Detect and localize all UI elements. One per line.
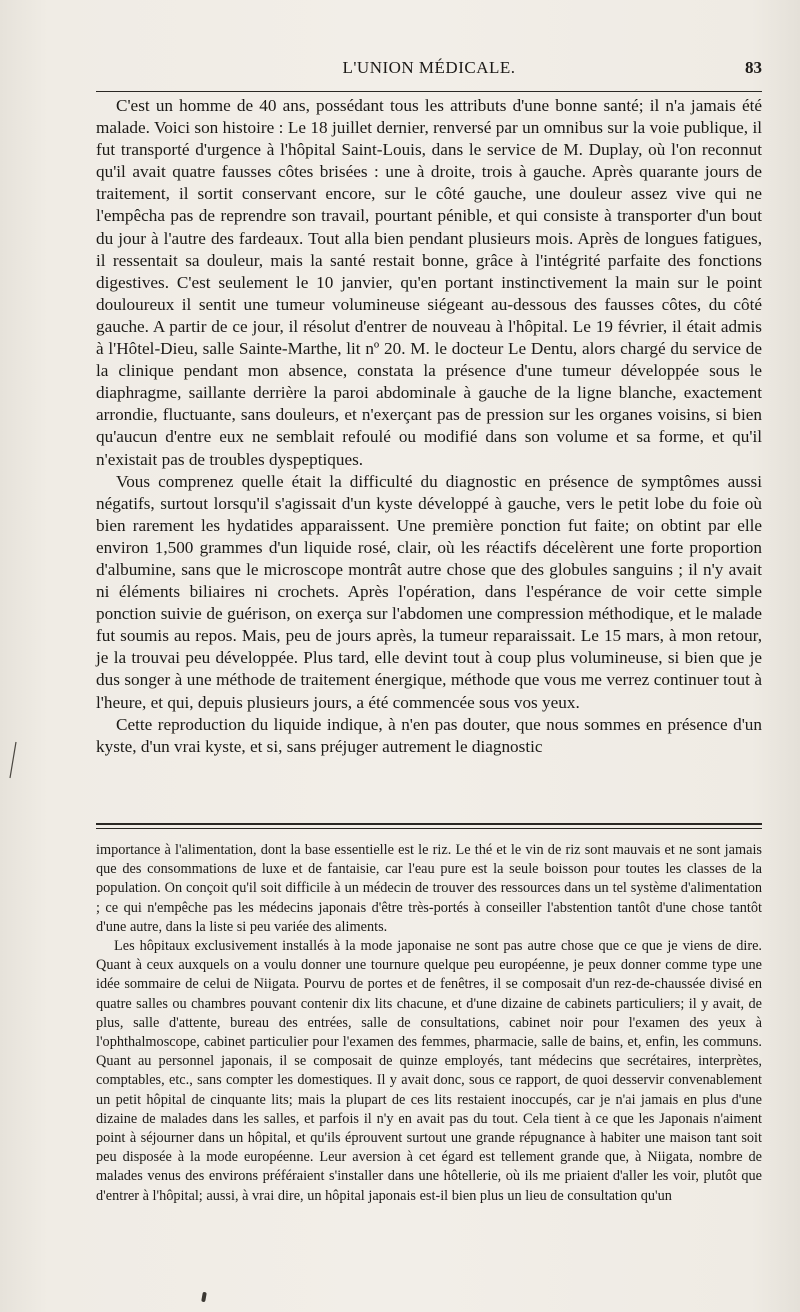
running-title: L'UNION MÉDICALE.	[342, 58, 516, 77]
footnote-paragraph-hospitals: Les hôpitaux exclusivement installés à la mode japonaise ne sont pas autre chose que ce que je viens de dire. Quant à ceux auxquels on a voulu donner une tournure quelque peu européenne, je peux donner comme type une idée sommaire de celui de Niigata. Pourvu de portes et de fenêtres, il se composait d'un rez-de-chaussée divisé en quatre salles ou chambres pouvant contenir dix lits chacune, et d'une dizaine de cabinets particuliers; il y avait, de plus, salle d'attente, bureau des entrées, salle de consultations, cabinet noir pour l'examen des yeux à l'ophthalmoscope, cabinet particulier pour l'examen des femmes, pharmacie, salle de bains, et, enfin, les communs. Quant au personnel japonais, il se composait de quinze employés, tant médecins que secrétaires, interprètes, comptables, etc., sans compter les domestiques. Il y avait donc, sous ce rapport, de quoi desservir convenablement un petit hôpital de cinquante lits; mais la plupart de ces lits restaient inoccupés, car je n'ai jamais en plus d'une dizaine de malades dans les salles, et parfois il n'y en avait pas du tout. Cela tient à ce que les Japonais n'aiment point à séjourner dans un hôpital, et qu'ils éprouvent surtout une grande répugnance à habiter une maison tant soit peu disposée à la mode européenne. Leur aversion à cet égard est tellement grande que, à Niigata, nombre de malades venus des environs préféraient s'installer dans une hôtellerie, où ils me priaient d'aller les voir, plutôt que d'entrer à l'hôpital; aussi, à vrai dire, un hôpital japonais est-il bien plus un lieu de consultation qu'un	[96, 938, 762, 1204]
footnote-separator-thin	[96, 828, 762, 829]
main-text	[96, 95, 762, 758]
footnote-separator-thick	[96, 823, 762, 825]
page-number: 83	[745, 58, 762, 77]
paragraph-cyst-reproduction: Cette reproduction du liquide indique, à n'en pas douter, que nous sommes en présence d'un kyste, d'un vrai kyste, et si, sans préjuger autrement le diagnostic	[96, 714, 762, 756]
page-header	[96, 58, 762, 84]
ink-speck	[201, 1292, 207, 1303]
header-rule	[96, 91, 762, 92]
footnote-paragraph-alimentation: importance à l'alimentation, dont la base essentielle est le riz. Le thé et le vin de riz sont mauvais et ne sont jamais que des consommations de luxe et de fantaisie, car l'eau pure est la seule boisson pour toutes les classes de la population. On conçoit qu'il soit difficile à un médecin de trouver des ressources dans un tel système d'alimentation ; ce qui n'empêche pas les médecins japonais d'être très-portés à conseiller l'abstention tantôt d'une chose tantôt d'une autre, dans la liste si peu variée des aliments.	[96, 842, 762, 935]
paragraph-diagnosis: Vous comprenez quelle était la difficulté du diagnostic en présence de symptômes aussi négatifs, surtout lorsqu'il s'agissait d'un kyste développé à gauche, vers le petit lobe du foie où bien rarement les hydatides apparaissent. Une première ponction fut faite; on obtint par elle environ 1,500 grammes d'un liquide rosé, clair, où les réactifs décelèrent une forte proportion d'albumine, sans que le microscope montrât autre chose que des globules sanguins ; il n'y avait ni éléments biliaires ni crochets. Après l'opération, dans l'espérance de voir cette simple ponction suivie de guérison, on exerça sur l'abdomen une compression méthodique, et le malade fut soumis au repos. Mais, peu de jours après, la tumeur reparaissait. Le 15 mars, à mon retour, je la trouvai peu développée. Plus tard, elle devint tout à coup plus volumineuse, si bien que je dus songer à une méthode de traitement énergique, méthode que vous me verrez continuer tout à l'heure, et qui, depuis plusieurs jours, a été commencée sous vos yeux.	[96, 471, 762, 712]
paragraph-case-history: C'est un homme de 40 ans, possédant tous les attributs d'une bonne santé; il n'a jamais été malade. Voici son histoire : Le 18 juillet dernier, renversé par un omnibus sur la voie publique, il fut transporté d'urgence à l'hôpital Saint-Louis, dans le service de M. Duplay, où l'on reconnut qu'il avait quatre fausses côtes brisées : une à droite, trois à gauche. Après quarante jours de traitement, il sortit conservant encore, sur le côté gauche, une douleur assez vive qui ne l'empêcha pas de reprendre son travail, pourtant pénible, et qui consiste à transporter d'un bout du jour à l'autre des fardeaux. Tout alla bien pendant plusieurs mois. Après de longues fatigues, il ressentait sa douleur, mais la santé restait bonne, grâce à l'intégrité parfaite des fonctions digestives. C'est seulement le 10 janvier, qu'en portant instinctivement la main sur le point douloureux il sentit une tumeur volumineuse siégeant au-dessous des fausses côtes, du côté gauche. A partir de ce jour, il résolut d'entrer de nouveau à l'hôpital. Le 19 février, il était admis à l'Hôtel-Dieu, salle Sainte-Marthe, lit nº 20. M. le docteur Le Dentu, alors chargé du service de la clinique pendant mon absence, constata la présence d'une tumeur développée sous le diaphragme, saillante derrière la paroi abdominale à gauche de la ligne blanche, exactement arrondie, fluctuante, sans douleurs, et n'exerçant pas de pression sur les organes voisins, si bien qu'aucun d'entre eux ne semblait refoulé ou modifié dans son volume et sa forme, et qu'il n'existait pas de troubles dyspeptiques.	[96, 96, 762, 469]
margin-pencil-mark	[8, 740, 18, 780]
footnote	[96, 841, 762, 1206]
